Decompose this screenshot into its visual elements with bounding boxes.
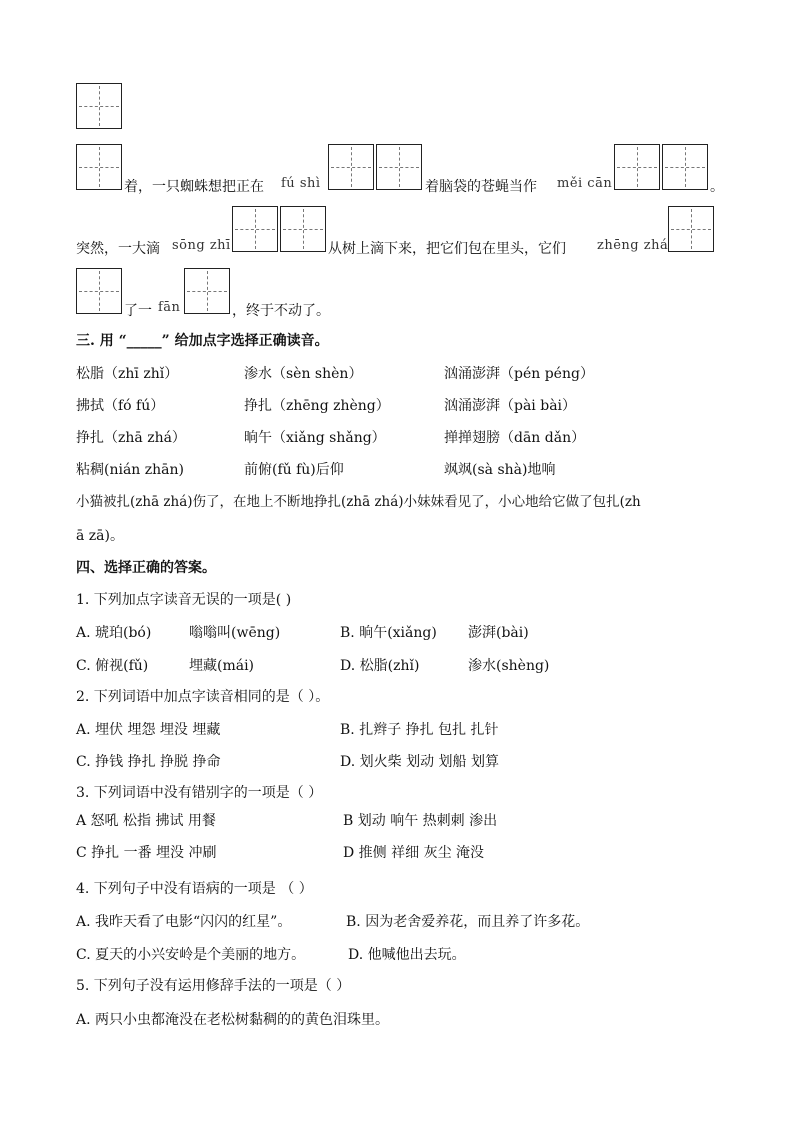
option-b: B. 因为老舍爱养花，而且养了许多花。 (346, 914, 590, 930)
option-c: C 挣扎 一番 埋没 冲刷 (76, 845, 217, 861)
writing-box[interactable] (614, 144, 660, 190)
fill-text: 。 (710, 179, 724, 195)
writing-box[interactable] (184, 268, 230, 314)
fill-text: ，终于不动了。 (232, 303, 330, 319)
option-b: B. 扎辫子 挣扎 包扎 扎针 (340, 722, 499, 738)
pinyin-prompt: fān (158, 300, 181, 315)
question-stem: 3. 下列词语中没有错别字的一项是（ ） (76, 785, 323, 801)
writing-box[interactable] (232, 206, 278, 252)
option-c: C. 挣钱 挣扎 挣脱 挣命 (76, 754, 221, 770)
pinyin-prompt: sōng zhī (172, 238, 231, 253)
pinyin-item: 晌午（xiǎng shǎng） (244, 430, 386, 446)
writing-box[interactable] (76, 144, 122, 190)
writing-box[interactable] (76, 83, 122, 129)
pinyin-item: 挣扎（zhēng zhèng） (244, 398, 390, 414)
section-heading: 三. 用 “_____” 给加点字选择正确读音。 (76, 333, 329, 349)
pinyin-item: 渗水（sèn shèn） (244, 366, 363, 382)
option-d: D. 划火柴 划动 划船 划算 (340, 754, 499, 770)
writing-box[interactable] (328, 144, 374, 190)
option-b-2: 澎湃(bài) (468, 625, 529, 641)
option-b: B 划动 响午 热刺刺 渗出 (343, 813, 498, 829)
writing-box[interactable] (662, 144, 708, 190)
option-a-2: 嗡嗡叫(wēng) (189, 625, 281, 641)
option-c: C. 夏天的小兴安岭是个美丽的地方。 (76, 947, 306, 963)
fill-text: 从树上滴下来，把它们包在里头，它们 (328, 241, 566, 257)
pinyin-item: 松脂（zhī zhǐ） (76, 366, 179, 382)
question-stem: 5. 下列句子没有运用修辞手法的一项是（ ） (76, 978, 351, 994)
pinyin-prompt: zhēng zhá (597, 238, 669, 253)
option-d: D. 松脂(zhǐ) (340, 658, 420, 674)
pinyin-item: 掸掸翅膀（dān dǎn） (444, 430, 586, 446)
pinyin-item: 挣扎（zhā zhá） (76, 430, 186, 446)
option-a: A. 我昨天看了电影“闪闪的红星”。 (76, 914, 292, 930)
pinyin-item: 拂拭（fó fú） (76, 398, 165, 414)
option-a: A. 琥珀(bó) (76, 625, 152, 641)
writing-box[interactable] (668, 206, 714, 252)
pinyin-col-1 (76, 364, 186, 492)
fill-text: 着脑袋的苍蝇当作 (425, 179, 537, 195)
pinyin-item: 前俯(fǔ fù)后仰 (244, 462, 344, 478)
option-d: D. 他喊他出去玩。 (348, 947, 466, 963)
writing-box[interactable] (76, 268, 122, 314)
pinyin-col-3 (444, 364, 594, 492)
option-c: C. 俯视(fǔ) (76, 658, 149, 674)
writing-box[interactable] (280, 206, 326, 252)
question-stem: 1. 下列加点字读音无误的一项是( ) (76, 592, 292, 608)
fill-text: 了一 (124, 303, 152, 319)
option-c-2: 埋藏(mái) (189, 658, 255, 674)
fill-text: 突然，一大滴 (76, 241, 160, 257)
pinyin-item: 汹涌澎湃（pài bài） (444, 398, 577, 414)
writing-box[interactable] (376, 144, 422, 190)
pinyin-col-2 (244, 364, 390, 492)
option-a: A 怒吼 松指 拂试 用餐 (76, 813, 216, 829)
section-heading: 四、选择正确的答案。 (76, 560, 216, 576)
pinyin-prompt: fú shì (281, 176, 321, 191)
option-a: A. 两只小虫都淹没在老松树黏稠的的黄色泪珠里。 (76, 1012, 390, 1028)
pinyin-item: 粘稠(nián zhān) (76, 462, 184, 478)
question-stem: 4. 下列句子中没有语病的一项是 （ ） (76, 881, 313, 897)
question-stem: 2. 下列词语中加点字读音相同的是（ ）。 (76, 689, 330, 705)
option-a: A. 埋伏 埋怨 埋没 埋藏 (76, 722, 221, 738)
long-sentence-cont: ā zā)。 (76, 528, 124, 544)
option-d-2: 渗水(shèng) (468, 658, 550, 674)
pinyin-prompt: měi cān (557, 176, 613, 191)
fill-text: 着，一只蜘蛛想把正在 (124, 179, 264, 195)
option-b: B. 晌午(xiǎng) (340, 625, 437, 641)
option-d: D 推侧 祥细 灰尘 淹没 (343, 845, 485, 861)
pinyin-item: 飒飒(sà shà)地响 (444, 462, 556, 478)
pinyin-item: 汹涌澎湃（pén péng） (444, 366, 594, 382)
long-sentence: 小猫被扎(zhā zhá)伤了，在地上不断地挣扎(zhā zhá)小妹妹看见了，小心地给它做了包扎(zh (76, 494, 641, 510)
